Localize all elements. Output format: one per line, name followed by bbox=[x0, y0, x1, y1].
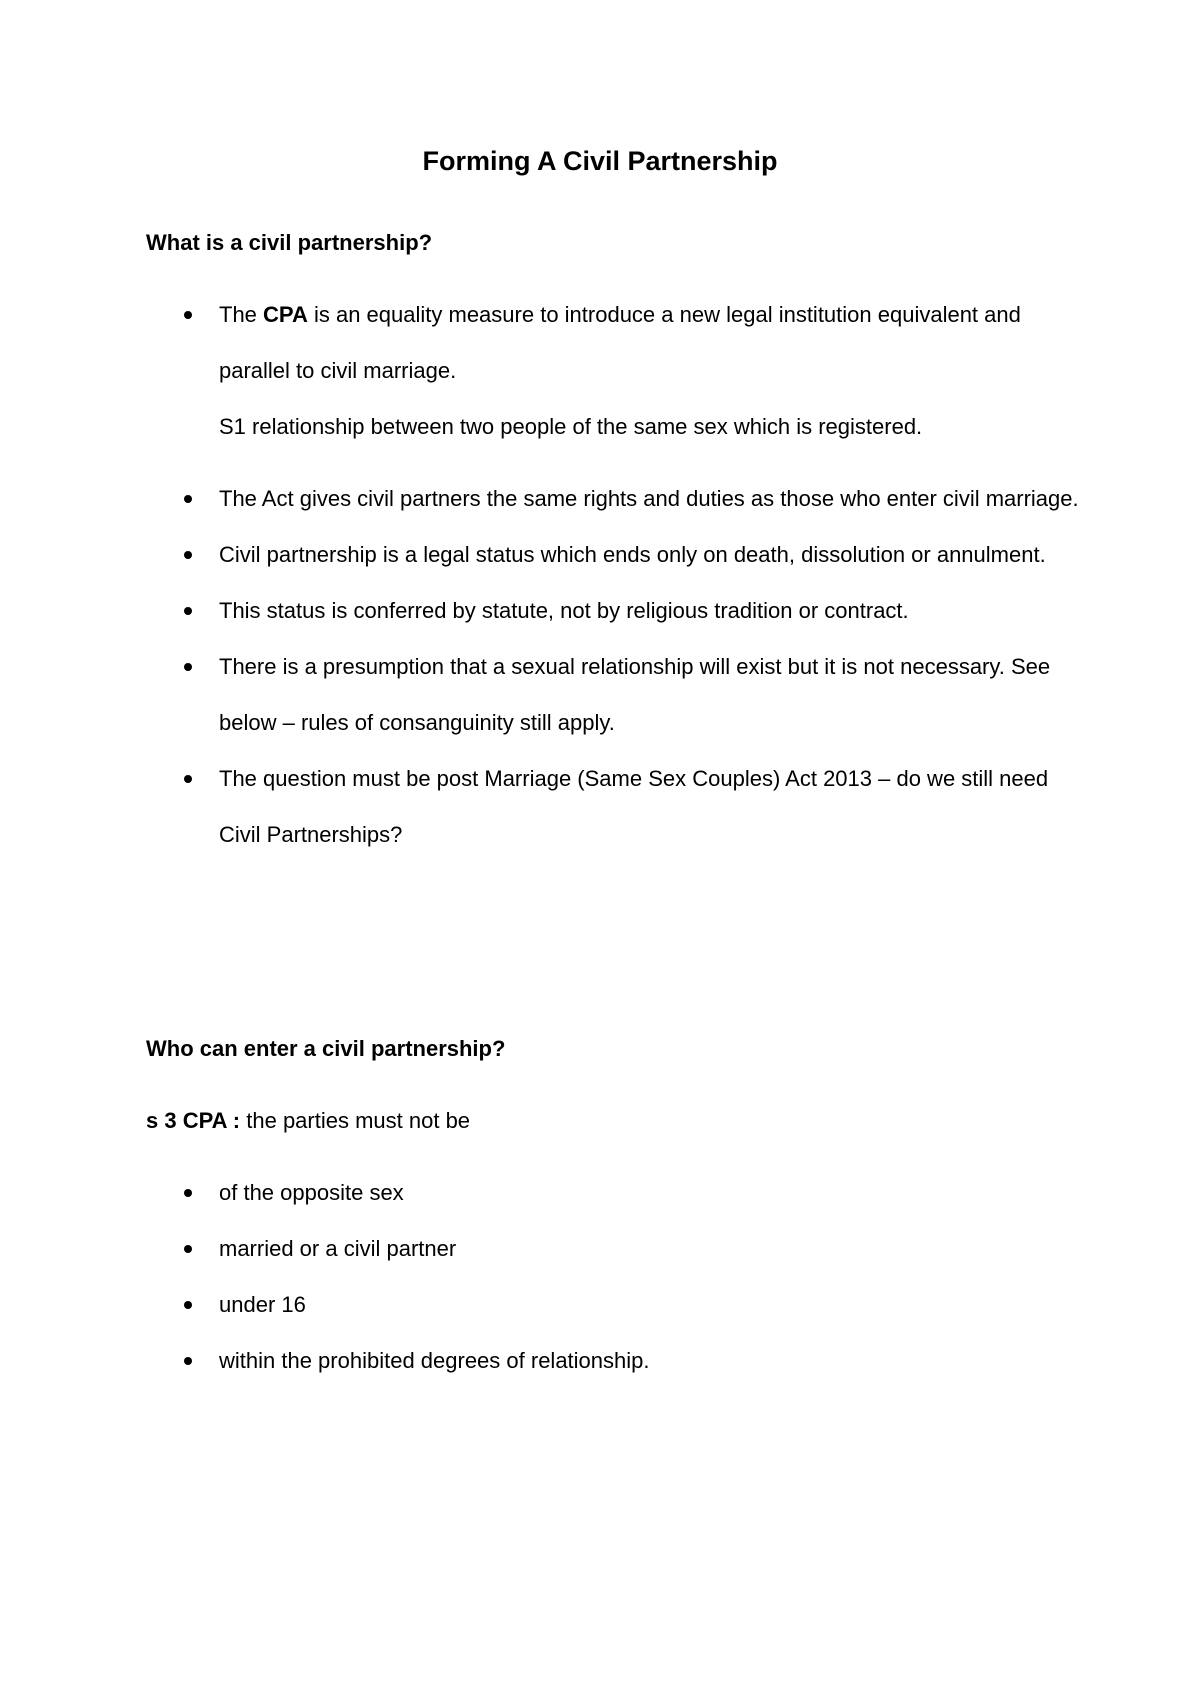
list-item bbox=[0, 471, 1079, 527]
bullet-text: This status is conferred by statute, not by religious tradition or contract. bbox=[219, 598, 909, 623]
bullet-text: There is a presumption that a sexual relationship will exist but it is not necessary. See below – rules of consanguinity still apply. bbox=[219, 654, 1051, 735]
who-can-bullet-list bbox=[0, 1165, 1200, 1389]
list-item bbox=[0, 1333, 1079, 1389]
bullet-icon bbox=[184, 1189, 192, 1197]
bullet-text: under 16 bbox=[219, 1292, 306, 1317]
list-item bbox=[0, 1165, 1079, 1221]
bullet-text-bold: CPA bbox=[263, 302, 308, 327]
what-is-bullet-list bbox=[0, 287, 1200, 863]
bullet-text: married or a civil partner bbox=[219, 1236, 457, 1261]
bullet-icon bbox=[184, 495, 192, 503]
bullet-text: The question must be post Marriage (Same Sex Couples) Act 2013 – do we still need Civil Partnerships? bbox=[219, 766, 1049, 847]
bullet-text: of the opposite sex bbox=[219, 1180, 404, 1205]
section-heading-what-is: What is a civil partnership? bbox=[146, 230, 433, 255]
list-item bbox=[0, 287, 1079, 455]
bullet-subtext: S1 relationship between two people of the same sex which is registered. bbox=[219, 414, 923, 439]
bullet-text-pre: The bbox=[219, 302, 264, 327]
bullet-icon bbox=[184, 1357, 192, 1365]
bullet-icon bbox=[184, 1245, 192, 1253]
list-item bbox=[0, 639, 1079, 751]
list-item bbox=[0, 1277, 1079, 1333]
bullet-icon bbox=[184, 1301, 192, 1309]
list-item bbox=[0, 527, 1079, 583]
list-item bbox=[0, 751, 1079, 863]
bullet-icon bbox=[184, 607, 192, 615]
bullet-text: within the prohibited degrees of relationship. bbox=[219, 1348, 650, 1373]
bullet-icon bbox=[184, 775, 192, 783]
bullet-icon bbox=[184, 311, 192, 319]
bullet-icon bbox=[184, 551, 192, 559]
bullet-icon bbox=[184, 663, 192, 671]
intro-text: the parties must not be bbox=[240, 1108, 471, 1133]
section-heading-who-can: Who can enter a civil partnership? bbox=[146, 1036, 506, 1061]
list-item bbox=[0, 583, 1079, 639]
list-item bbox=[0, 1221, 1079, 1277]
bullet-text: The Act gives civil partners the same rights and duties as those who enter civil marriage. bbox=[219, 486, 1079, 511]
section-intro bbox=[146, 1106, 470, 1136]
bullet-text: Civil partnership is a legal status which ends only on death, dissolution or annulment. bbox=[219, 542, 1046, 567]
intro-bold: s 3 CPA : bbox=[146, 1108, 241, 1133]
bullet-text-post: is an equality measure to introduce a new legal institution equivalent and parallel to civil marriage. bbox=[219, 302, 1021, 383]
page-title: Forming A Civil Partnership bbox=[422, 146, 778, 176]
